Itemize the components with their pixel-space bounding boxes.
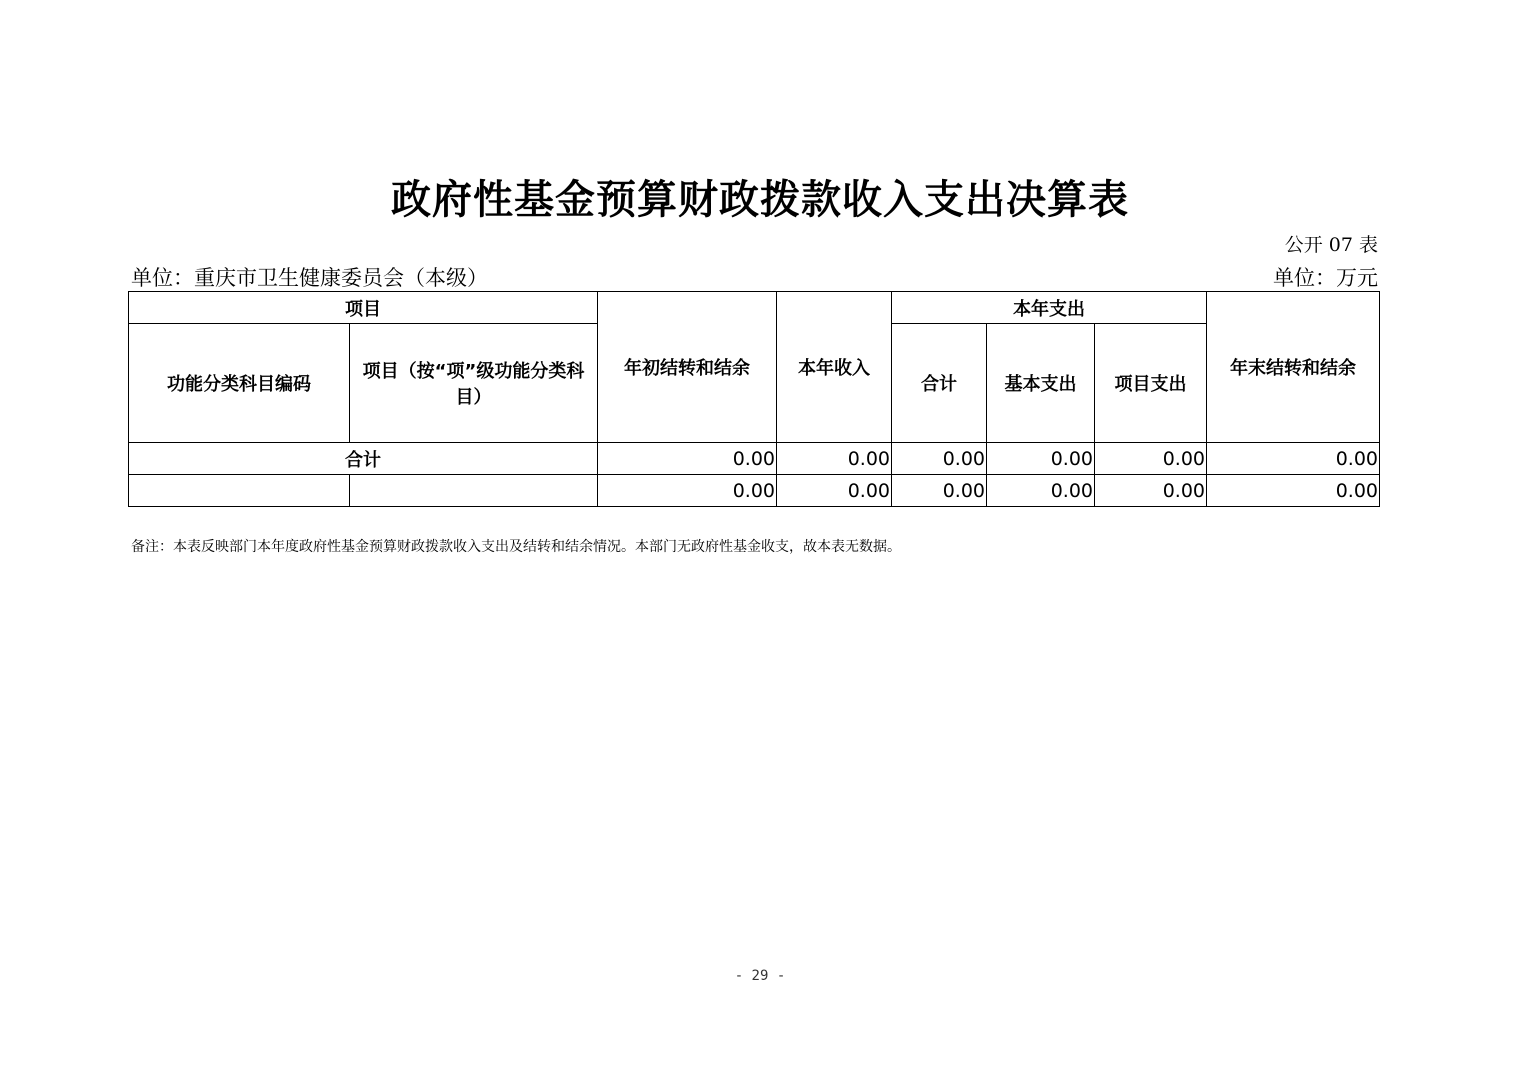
header-ending-balance: 年末结转和结余 [1207, 292, 1380, 443]
header-project-expense: 项目支出 [1095, 324, 1207, 443]
cell-current-income: 0.00 [777, 475, 892, 507]
currency-unit: 单位：万元 [1273, 266, 1378, 290]
cell-expense-total: 0.00 [892, 443, 987, 475]
header-func-code: 功能分类科目编码 [129, 324, 350, 443]
table-row-total [129, 443, 1380, 475]
cell-project-expense: 0.00 [1095, 443, 1207, 475]
reporting-unit: 单位：重庆市卫生健康委员会（本级） [131, 266, 488, 290]
cell-func-code [129, 475, 350, 507]
row-label-total: 合计 [129, 443, 598, 475]
footnote: 备注：本表反映部门本年度政府性基金预算财政拨款收入支出及结转和结余情况。本部门无政府性基金收支，故本表无数据。 [131, 539, 901, 555]
cell-beginning-balance: 0.00 [598, 475, 777, 507]
budget-table [128, 291, 1380, 507]
cell-basic-expense: 0.00 [987, 443, 1095, 475]
header-basic-expense: 基本支出 [987, 324, 1095, 443]
header-total: 合计 [892, 324, 987, 443]
table-row [129, 475, 1380, 507]
cell-ending-balance: 0.00 [1207, 475, 1380, 507]
header-current-expense: 本年支出 [892, 292, 1207, 324]
cell-basic-expense: 0.00 [987, 475, 1095, 507]
cell-expense-total: 0.00 [892, 475, 987, 507]
cell-current-income: 0.00 [777, 443, 892, 475]
cell-ending-balance: 0.00 [1207, 443, 1380, 475]
form-number: 公开 07 表 [1284, 234, 1378, 256]
header-project: 项目 [129, 292, 598, 324]
cell-beginning-balance: 0.00 [598, 443, 777, 475]
cell-project-item [350, 475, 598, 507]
header-beginning-balance: 年初结转和结余 [598, 292, 777, 443]
header-project-item: 项目（按“项”级功能分类科目） [350, 324, 598, 443]
page-title: 政府性基金预算财政拨款收入支出决算表 [391, 176, 1129, 223]
header-current-income: 本年收入 [777, 292, 892, 443]
page-number: - 29 - [734, 968, 786, 984]
cell-project-expense: 0.00 [1095, 475, 1207, 507]
